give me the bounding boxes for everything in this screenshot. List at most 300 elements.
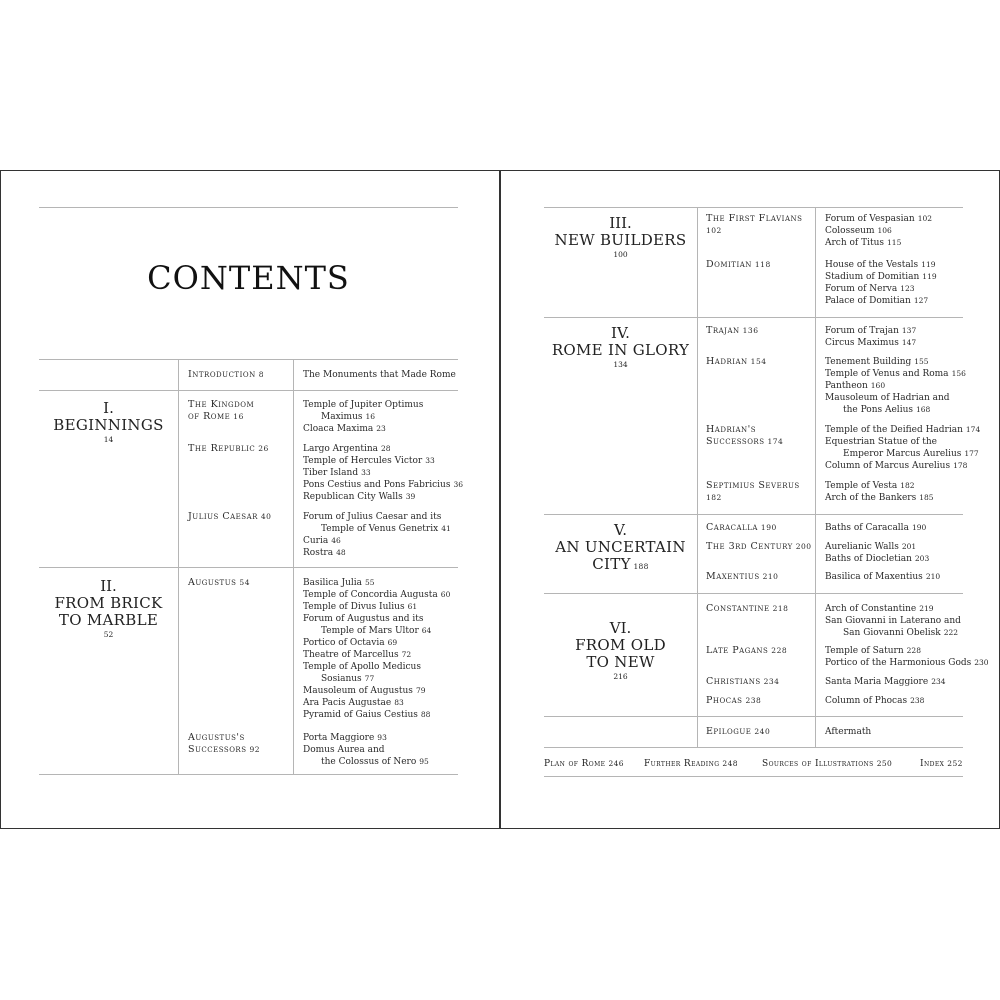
section-label bbox=[188, 732, 260, 756]
monument-name: Curia bbox=[303, 536, 329, 546]
monument-list bbox=[825, 645, 989, 669]
section-label bbox=[706, 259, 771, 271]
footer-page: 252 bbox=[947, 759, 963, 768]
monument-page: 182 bbox=[900, 481, 915, 490]
monument-name: San Giovanni in Laterano and bbox=[825, 616, 961, 626]
section-label bbox=[188, 511, 271, 523]
monument-entry bbox=[825, 404, 966, 416]
chapter-title: CITY 188 bbox=[592, 555, 649, 573]
footer-label: Index bbox=[920, 759, 945, 769]
monument-page: 234 bbox=[931, 677, 946, 686]
monument-list bbox=[825, 522, 926, 534]
section-label bbox=[706, 356, 767, 368]
monument-entry bbox=[303, 577, 450, 589]
monument-page: 55 bbox=[365, 578, 375, 587]
monument-page: 137 bbox=[901, 326, 917, 335]
monument-name: Temple of Venus and Roma bbox=[825, 369, 949, 379]
footer-page: 246 bbox=[608, 759, 624, 768]
footer-entry bbox=[644, 759, 738, 769]
monument-page: 83 bbox=[394, 698, 404, 707]
section-label bbox=[188, 443, 269, 455]
section-label-line: Septimius Severus bbox=[706, 480, 800, 491]
monument-page: 33 bbox=[425, 456, 435, 465]
monument-page: 64 bbox=[421, 626, 432, 635]
section-label-line: Constantine bbox=[706, 603, 770, 614]
monument-name: Temple of Divus Iulius bbox=[303, 602, 405, 612]
footer-label: Plan of Rome bbox=[544, 759, 606, 769]
monument-page: 201 bbox=[901, 542, 917, 551]
divider-rule bbox=[39, 774, 458, 775]
monument-page: 46 bbox=[331, 536, 341, 545]
monument-entry bbox=[303, 685, 450, 697]
monument-name: Column of Marcus Aurelius bbox=[825, 461, 951, 471]
monument-name: Portico of the Harmonious Gods bbox=[825, 658, 972, 668]
monument-name: Circus Maximus bbox=[825, 338, 899, 348]
column-rule bbox=[697, 593, 698, 716]
monument-name: Temple of Saturn bbox=[825, 646, 904, 656]
section-label-line: Trajan bbox=[706, 325, 740, 336]
chapter-heading bbox=[544, 325, 697, 371]
monument-name: Domus Aurea and bbox=[303, 745, 385, 755]
monument-page: 60 bbox=[440, 590, 451, 599]
section-label-line: Successors bbox=[188, 744, 247, 755]
section-label bbox=[706, 480, 800, 504]
monument-name: Pantheon bbox=[825, 381, 868, 391]
monument-page: 123 bbox=[900, 284, 915, 293]
monument-page: 77 bbox=[364, 674, 375, 683]
section-label bbox=[706, 325, 758, 337]
divider-rule bbox=[544, 207, 963, 208]
monument-name: Theatre of Marcellus bbox=[303, 650, 399, 660]
divider-rule bbox=[39, 359, 458, 360]
section-label-line: of Rome bbox=[188, 411, 231, 422]
monument-entry bbox=[825, 295, 937, 307]
section-page: 238 bbox=[745, 696, 762, 705]
monument-list bbox=[825, 571, 940, 583]
monument-page: 156 bbox=[951, 369, 966, 378]
section-label bbox=[188, 577, 250, 589]
monument-entry bbox=[825, 627, 961, 639]
right-page bbox=[500, 170, 1000, 829]
monument-name: Temple of Apollo Medicus bbox=[303, 662, 421, 672]
chapter-number: V. bbox=[614, 521, 627, 539]
divider-rule bbox=[544, 716, 963, 717]
monument-entry bbox=[825, 657, 989, 669]
monument-page: 228 bbox=[906, 646, 921, 655]
monument-page: 93 bbox=[377, 733, 387, 742]
monument-page: 160 bbox=[870, 381, 886, 390]
divider-rule bbox=[544, 747, 963, 748]
monument-name: Temple of the Deified Hadrian bbox=[825, 425, 963, 435]
chapter-number: IV. bbox=[611, 324, 630, 342]
chapter-number: I. bbox=[103, 399, 114, 417]
column-rule bbox=[815, 207, 816, 317]
column-rule bbox=[815, 716, 816, 747]
section-label bbox=[706, 424, 783, 448]
monument-name: the Colossus of Nero bbox=[321, 757, 417, 767]
monument-entry bbox=[825, 541, 929, 553]
monument-entry bbox=[825, 271, 937, 283]
divider-rule bbox=[544, 514, 963, 515]
chapter-page: 52 bbox=[103, 630, 114, 639]
monument-name: Portico of Octavia bbox=[303, 638, 385, 648]
monument-name: Tiber Island bbox=[303, 468, 359, 478]
monument-list bbox=[303, 399, 423, 435]
monument-page: 95 bbox=[419, 757, 429, 766]
monument-entry bbox=[303, 423, 423, 435]
footer-entry bbox=[920, 759, 963, 769]
chapter-title: BEGINNINGS bbox=[53, 416, 164, 434]
monument-list bbox=[303, 577, 450, 721]
section-page: 102 bbox=[706, 226, 722, 235]
monument-entry bbox=[303, 589, 450, 601]
monument-entry bbox=[303, 511, 451, 523]
monument-entry bbox=[825, 380, 966, 392]
monument-name: Rostra bbox=[303, 548, 334, 558]
chapter-page: 14 bbox=[103, 435, 114, 444]
chapter-title: NEW BUILDERS bbox=[554, 231, 687, 249]
chapter-title: TO MARBLE bbox=[58, 611, 159, 629]
monument-name: Ara Pacis Augustae bbox=[303, 698, 392, 708]
monument-entry bbox=[303, 756, 429, 768]
column-rule bbox=[178, 567, 179, 774]
monument-list bbox=[825, 356, 966, 416]
column-rule bbox=[697, 207, 698, 317]
section-label-line: The Kingdom bbox=[188, 399, 255, 410]
chapter-number: II. bbox=[100, 577, 117, 595]
monument-name: Baths of Diocletian bbox=[825, 554, 912, 564]
monument-entry bbox=[303, 443, 463, 455]
monument-entry bbox=[825, 480, 934, 492]
section-page: 200 bbox=[795, 542, 812, 551]
monument-entry bbox=[825, 283, 937, 295]
section-page: 228 bbox=[771, 646, 788, 655]
monument-page: 203 bbox=[914, 554, 930, 563]
monument-list bbox=[825, 424, 980, 472]
monument-entry bbox=[303, 491, 463, 503]
monument-name: Arch of Constantine bbox=[825, 604, 917, 614]
chapter-page: 100 bbox=[613, 250, 628, 259]
column-rule bbox=[697, 317, 698, 514]
footer-entry bbox=[762, 759, 892, 769]
chapter-title: FROM BRICK bbox=[54, 594, 163, 612]
monument-entry bbox=[825, 460, 980, 472]
monument-name: Equestrian Statue of the bbox=[825, 437, 937, 447]
section-label-line: Hadrian's bbox=[706, 424, 757, 435]
monument-entry bbox=[303, 601, 450, 613]
monument-name: Santa Maria Maggiore bbox=[825, 677, 929, 687]
monument-entry bbox=[303, 744, 429, 756]
monument-entry bbox=[303, 613, 450, 625]
monument-page: 174 bbox=[965, 425, 981, 434]
monument-name: Temple of Mars Ultor bbox=[321, 626, 419, 636]
monument-list bbox=[825, 676, 946, 688]
monument-name: Aurelianic Walls bbox=[825, 542, 899, 552]
monument-page: 33 bbox=[361, 468, 371, 477]
section-label-line: Julius Caesar bbox=[188, 511, 258, 522]
intro-page: 8 bbox=[258, 370, 265, 379]
section-label-line: Caracalla bbox=[706, 522, 758, 533]
section-page: 92 bbox=[249, 745, 261, 754]
monument-page: 190 bbox=[911, 523, 927, 532]
section-label-line: The 3rd Century bbox=[706, 541, 793, 552]
monument-name: Emperor Marcus Aurelius bbox=[843, 449, 962, 459]
monument-name: Forum of Julius Caesar and its bbox=[303, 512, 442, 522]
section-label-line: Maxentius bbox=[706, 571, 760, 582]
chapter-title: ROME IN GLORY bbox=[551, 341, 690, 359]
monument-list bbox=[303, 511, 451, 559]
footer-label: Sources of Illustrations bbox=[762, 759, 874, 769]
section-label-line: Domitian bbox=[706, 259, 752, 270]
monument-entry bbox=[825, 645, 989, 657]
section-page: 154 bbox=[750, 357, 767, 366]
chapter-title: TO NEW bbox=[586, 653, 655, 671]
monument-name: Palace of Domitian bbox=[825, 296, 911, 306]
section-page: 54 bbox=[239, 578, 250, 587]
section-label-line: Hadrian bbox=[706, 356, 748, 367]
monument-entry bbox=[825, 603, 961, 615]
footer-page: 250 bbox=[876, 759, 893, 768]
monument-entry bbox=[825, 325, 916, 337]
monument-name: Tenement Building bbox=[825, 357, 912, 367]
chapter-page: 134 bbox=[613, 360, 628, 369]
footer-entry bbox=[544, 759, 624, 769]
monument-page: 219 bbox=[919, 604, 934, 613]
chapter-heading bbox=[39, 400, 178, 446]
column-rule bbox=[293, 359, 294, 390]
monument-name: the Pons Aelius bbox=[843, 405, 913, 415]
section-label bbox=[706, 213, 802, 237]
chapter-page: 216 bbox=[613, 672, 628, 681]
monument-list bbox=[825, 325, 916, 349]
section-label bbox=[706, 645, 787, 657]
section-page: 118 bbox=[754, 260, 771, 269]
monument-entry bbox=[303, 697, 450, 709]
chapter-heading bbox=[544, 215, 697, 261]
monument-name: Temple of Hercules Victor bbox=[303, 456, 423, 466]
section-label-line: Augustus's bbox=[188, 732, 245, 743]
divider-rule bbox=[544, 317, 963, 318]
monument-name: Mausoleum of Augustus bbox=[303, 686, 413, 696]
column-rule bbox=[697, 716, 698, 747]
epilogue-page: 240 bbox=[754, 727, 771, 736]
monument-entry bbox=[303, 535, 451, 547]
monument-entry bbox=[303, 732, 429, 744]
section-page: 26 bbox=[258, 444, 269, 453]
column-rule bbox=[293, 390, 294, 567]
monument-entry bbox=[303, 399, 423, 411]
monument-name: San Giovanni Obelisk bbox=[843, 628, 941, 638]
column-rule bbox=[815, 593, 816, 716]
monument-list bbox=[825, 541, 929, 565]
monument-entry bbox=[825, 237, 932, 249]
section-label bbox=[706, 695, 761, 707]
monument-entry bbox=[825, 213, 932, 225]
intro-monument: The Monuments that Made Rome bbox=[303, 370, 456, 380]
monument-name: Republican City Walls bbox=[303, 492, 403, 502]
monument-entry bbox=[303, 673, 450, 685]
monument-entry bbox=[825, 392, 966, 404]
monument-page: 119 bbox=[922, 272, 937, 281]
column-rule bbox=[178, 390, 179, 567]
section-page: 234 bbox=[763, 677, 780, 686]
section-page: 136 bbox=[742, 326, 759, 335]
page-title: CONTENTS bbox=[147, 259, 350, 297]
monument-page: 61 bbox=[407, 602, 418, 611]
monument-page: 168 bbox=[915, 405, 931, 414]
monument-list bbox=[825, 259, 937, 307]
monument-list bbox=[825, 213, 932, 249]
monument-entry bbox=[825, 615, 961, 627]
monument-page: 16 bbox=[365, 412, 376, 421]
section-label-line: Late Pagans bbox=[706, 645, 769, 656]
monument-list bbox=[825, 695, 924, 707]
monument-page: 178 bbox=[953, 461, 968, 470]
monument-name: Temple of Concordia Augusta bbox=[303, 590, 438, 600]
chapter-number: III. bbox=[609, 214, 632, 232]
monument-name: Temple of Jupiter Optimus bbox=[303, 400, 424, 410]
monument-entry bbox=[825, 356, 966, 368]
monument-name: Maximus bbox=[321, 412, 363, 422]
epilogue-label: Epilogue 240 bbox=[706, 726, 771, 737]
monument-name: Temple of Venus Genetrix bbox=[321, 524, 439, 534]
monument-entry bbox=[825, 424, 980, 436]
monument-name: Forum of Nerva bbox=[825, 284, 898, 294]
chapter-heading bbox=[544, 620, 697, 683]
monument-entry bbox=[303, 649, 450, 661]
section-label-line: Successors bbox=[706, 436, 765, 447]
footer-page: 248 bbox=[722, 759, 738, 768]
monument-entry bbox=[303, 467, 463, 479]
monument-page: 102 bbox=[917, 214, 933, 223]
divider-rule bbox=[544, 776, 963, 777]
monument-name: Arch of the Bankers bbox=[825, 493, 917, 503]
monument-page: 155 bbox=[914, 357, 929, 366]
section-label-line: The Republic bbox=[188, 443, 256, 454]
column-rule bbox=[178, 359, 179, 390]
section-page: 190 bbox=[760, 523, 777, 532]
monument-entry bbox=[825, 492, 934, 504]
monument-page: 177 bbox=[964, 449, 979, 458]
monument-list bbox=[825, 603, 961, 639]
monument-entry bbox=[303, 547, 451, 559]
monument-page: 28 bbox=[381, 444, 391, 453]
section-label-line: Phocas bbox=[706, 695, 743, 706]
monument-entry bbox=[825, 337, 916, 349]
monument-page: 23 bbox=[376, 424, 386, 433]
monument-name: Largo Argentina bbox=[303, 444, 379, 454]
section-label bbox=[706, 603, 788, 615]
column-rule bbox=[697, 514, 698, 593]
monument-page: 69 bbox=[387, 638, 398, 647]
monument-name: Temple of Vesta bbox=[825, 481, 898, 491]
monument-page: 106 bbox=[877, 226, 892, 235]
monument-page: 39 bbox=[405, 492, 416, 501]
chapter-title: AN UNCERTAIN bbox=[555, 538, 686, 556]
epilogue-monument: Aftermath bbox=[825, 727, 872, 737]
chapter-number: VI. bbox=[609, 619, 632, 637]
section-page: 182 bbox=[706, 493, 722, 502]
monument-page: 41 bbox=[441, 524, 451, 533]
monument-entry bbox=[303, 411, 423, 423]
section-label bbox=[706, 571, 778, 583]
monument-name: Pyramid of Gaius Cestius bbox=[303, 710, 418, 720]
monument-name: Mausoleum of Hadrian and bbox=[825, 393, 950, 403]
monument-page: 72 bbox=[401, 650, 412, 659]
divider-rule bbox=[39, 390, 458, 391]
monument-name: Colosseum bbox=[825, 226, 875, 236]
section-label-line: Christians bbox=[706, 676, 761, 687]
monument-entry bbox=[825, 259, 937, 271]
monument-name: House of the Vestals bbox=[825, 260, 919, 270]
section-page: 40 bbox=[260, 512, 272, 521]
monument-page: 230 bbox=[974, 658, 989, 667]
section-page: 16 bbox=[233, 412, 244, 421]
monument-entry bbox=[303, 661, 450, 673]
monument-page: 79 bbox=[415, 686, 426, 695]
section-label bbox=[706, 676, 779, 688]
monument-entry bbox=[825, 368, 966, 380]
monument-page: 147 bbox=[901, 338, 917, 347]
monument-name: Sosianus bbox=[321, 674, 362, 684]
monument-name: Basilica Julia bbox=[303, 578, 363, 588]
chapter-page: 188 bbox=[630, 562, 649, 571]
monument-name: Forum of Augustus and its bbox=[303, 614, 424, 624]
divider-rule bbox=[544, 593, 963, 594]
monument-entry bbox=[303, 625, 450, 637]
monument-entry bbox=[825, 436, 980, 448]
monument-entry bbox=[825, 571, 940, 583]
section-label bbox=[706, 522, 777, 534]
column-rule bbox=[815, 317, 816, 514]
monument-page: 88 bbox=[420, 710, 431, 719]
monument-entry bbox=[825, 522, 926, 534]
section-label-line: Augustus bbox=[188, 577, 237, 588]
monument-page: 127 bbox=[913, 296, 929, 305]
monument-name: Basilica of Maxentius bbox=[825, 572, 923, 582]
divider-rule bbox=[39, 567, 458, 568]
top-rule bbox=[39, 207, 458, 208]
section-label bbox=[188, 399, 254, 423]
chapter-heading bbox=[39, 578, 178, 641]
section-page: 218 bbox=[772, 604, 789, 613]
left-page bbox=[0, 170, 500, 829]
column-rule bbox=[293, 567, 294, 774]
monument-name: Pons Cestius and Pons Fabricius bbox=[303, 480, 451, 490]
chapter-title: FROM OLD bbox=[575, 636, 666, 654]
monument-entry bbox=[303, 479, 463, 491]
monument-page: 115 bbox=[887, 238, 902, 247]
monument-page: 48 bbox=[336, 548, 346, 557]
monument-page: 36 bbox=[453, 480, 463, 489]
monument-page: 119 bbox=[921, 260, 936, 269]
monument-entry bbox=[303, 455, 463, 467]
monument-page: 185 bbox=[919, 493, 934, 502]
monument-page: 238 bbox=[910, 696, 925, 705]
section-page: 174 bbox=[767, 437, 784, 446]
monument-entry bbox=[825, 553, 929, 565]
monument-list bbox=[825, 480, 934, 504]
monument-page: 210 bbox=[925, 572, 941, 581]
monument-list bbox=[303, 732, 429, 768]
footer-label: Further Reading bbox=[644, 759, 720, 769]
intro-label: Introduction 8 bbox=[188, 369, 265, 380]
monument-entry bbox=[825, 225, 932, 237]
monument-entry bbox=[825, 448, 980, 460]
monument-name: Stadium of Domitian bbox=[825, 272, 920, 282]
monument-name: Porta Maggiore bbox=[303, 733, 375, 743]
monument-entry bbox=[303, 637, 450, 649]
